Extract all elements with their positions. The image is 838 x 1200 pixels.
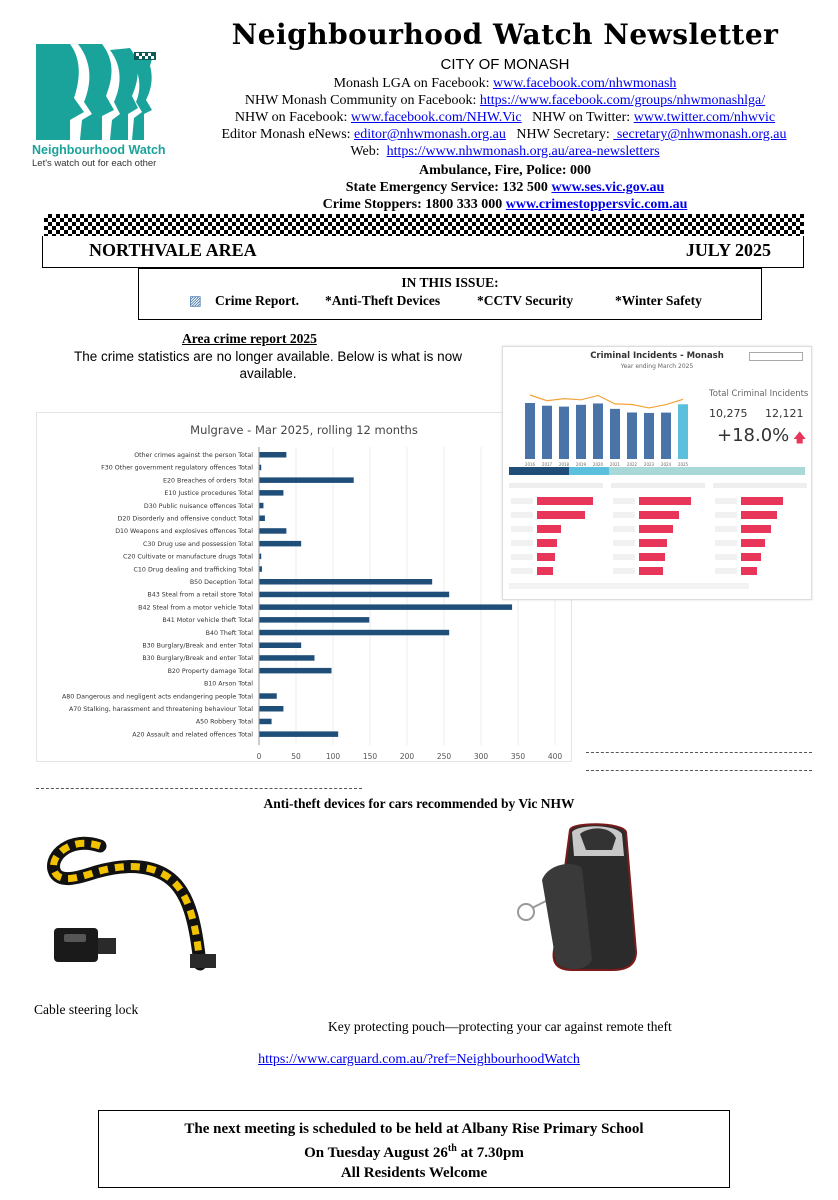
meeting-line-2: On Tuesday August 26th at 7.30pm — [304, 1143, 524, 1161]
dashboard-pink-bar — [741, 553, 761, 561]
dashboard-row-label — [511, 498, 533, 504]
dashboard-x-label: 2016 — [524, 462, 536, 467]
x-tick-label: 250 — [436, 752, 452, 762]
dashboard-pink-bar — [741, 539, 765, 547]
dashboard-x-label: 2022 — [626, 462, 638, 467]
x-tick-label: 400 — [547, 752, 563, 762]
x-tick-label: 50 — [291, 752, 301, 762]
bar — [259, 630, 449, 636]
dashboard-panel-header — [611, 483, 705, 488]
emergency-number: Ambulance, Fire, Police: 000 — [419, 163, 591, 178]
bar — [259, 477, 354, 483]
dashboard-row-label — [613, 526, 635, 532]
bar — [259, 452, 286, 458]
dashboard-row-label — [511, 526, 533, 532]
bar — [259, 592, 449, 598]
cable-steering-lock-image — [40, 826, 240, 986]
dashboard-panel-header — [713, 483, 807, 488]
bar — [259, 528, 286, 534]
meeting-line-3: All Residents Welcome — [340, 1165, 488, 1181]
category-label: D10 Weapons and explosives offences Total — [115, 528, 253, 536]
dashboard-bar — [678, 404, 688, 459]
bar — [259, 490, 283, 496]
dashboard-pink-bar — [741, 511, 777, 519]
crime-stoppers-link[interactable]: www.crimestoppersvic.com.au — [505, 197, 688, 212]
dashboard-row-label — [511, 568, 533, 574]
in-this-issue-box — [138, 268, 762, 320]
criminal-incidents-dashboard — [502, 346, 812, 600]
category-label: B30 Burglary/Break and enter Total — [142, 642, 253, 650]
facebook-group-link[interactable]: https://www.facebook.com/groups/nhwmonashlga/ — [479, 93, 766, 108]
dashboard-band — [609, 467, 805, 475]
category-label: B42 Steal from a motor vehicle Total — [138, 604, 253, 612]
dashboard-pink-bar — [537, 553, 555, 561]
dashboard-title: Criminal Incidents - Monash — [590, 351, 724, 361]
nhw-logo-icon — [30, 40, 190, 170]
dashboard-bar — [576, 405, 586, 459]
dashboard-row-label — [511, 554, 533, 560]
logo-tagline: Let's watch out for each other — [32, 158, 157, 169]
cable-lock-caption: Cable steering lock — [34, 1002, 139, 1017]
dashed-separator — [586, 770, 812, 771]
dashboard-plot — [503, 347, 812, 600]
bar — [259, 604, 512, 610]
dashboard-pink-bar — [639, 511, 679, 519]
dashboard-pink-bar — [639, 525, 673, 533]
dashboard-trend-line — [530, 395, 683, 408]
category-label: C20 Cultivate or manufacture drugs Total — [123, 553, 253, 561]
dashboard-pink-bar — [741, 525, 771, 533]
bar — [259, 719, 272, 725]
dashboard-row-label — [613, 568, 635, 574]
nhw-logo — [30, 40, 190, 170]
category-label: C30 Drug use and possession Total — [143, 540, 253, 548]
dashboard-row-label — [715, 540, 737, 546]
dashboard-row-label — [613, 498, 635, 504]
dashboard-bar — [542, 406, 552, 459]
dashboard-pink-bar — [639, 553, 665, 561]
chart-title: Mulgrave - Mar 2025, rolling 12 months — [190, 423, 418, 437]
meeting-line-1: The next meeting is scheduled to be held at Albany Rise Primary School — [184, 1121, 644, 1137]
dashboard-panel-header — [509, 483, 603, 488]
ses-link[interactable]: www.ses.vic.gov.au — [551, 180, 665, 195]
key-pouch-caption: Key protecting pouch—protecting your car against remote theft — [328, 1019, 672, 1034]
dashboard-band — [509, 467, 569, 475]
x-tick-label: 0 — [256, 752, 262, 762]
dashboard-band — [569, 467, 609, 475]
meeting-notice — [98, 1110, 730, 1188]
dashboard-x-label: 2018 — [558, 462, 570, 467]
dashboard-x-label: 2021 — [609, 462, 621, 467]
bar — [259, 693, 277, 699]
issue-item: *CCTV Security — [477, 293, 574, 308]
header-line-web: Web: https://www.nhwmonash.org.au/area-newsletters — [350, 144, 660, 159]
category-label: B30 Burglary/Break and enter Total — [142, 655, 253, 663]
dashboard-x-label: 2025 — [677, 462, 689, 467]
dashboard-row-label — [613, 554, 635, 560]
dashboard-pink-bar — [537, 511, 585, 519]
dashboard-x-label: 2023 — [643, 462, 655, 467]
bar — [259, 706, 283, 712]
category-label: A20 Assault and related offences Total — [132, 731, 253, 739]
dashboard-row-label — [715, 554, 737, 560]
newsletter-title: Neighbourhood Watch Newsletter — [231, 18, 779, 51]
category-label: B20 Property damage Total — [167, 667, 253, 675]
dashboard-bar — [610, 409, 620, 459]
bar — [259, 655, 315, 661]
category-label: E10 Justice procedures Total — [164, 490, 253, 498]
issue-item: *Winter Safety — [615, 293, 702, 308]
header-line-facebook-group: NHW Monash Community on Facebook: https://www.facebook.com/groups/nhwmonashlga/ — [244, 93, 766, 108]
dashboard-pink-bar — [537, 567, 553, 575]
category-label: A70 Stalking, harassment and threatening behaviour Total — [68, 706, 253, 713]
category-label: B10 Arson Total — [203, 680, 253, 688]
dashboard-row-label — [613, 540, 635, 546]
area-name: NORTHVALE AREA — [89, 240, 257, 260]
dashboard-bar — [644, 413, 654, 459]
dashboard-x-label: 2024 — [660, 462, 672, 467]
area-banner — [42, 236, 804, 268]
bar — [259, 617, 369, 623]
x-tick-label: 200 — [399, 752, 415, 762]
chart-plot — [37, 413, 573, 763]
category-label: A50 Robbery Total — [195, 718, 253, 726]
anti-theft-title: Anti-theft devices for cars recommended by Vic NHW — [263, 796, 575, 811]
dashboard-pink-bar — [639, 539, 667, 547]
bar — [259, 579, 432, 585]
dashboard-x-label: 2020 — [592, 462, 604, 467]
dashboard-value-prev: 10,275 — [709, 407, 748, 420]
dashboard-row-label — [511, 540, 533, 546]
x-tick-label: 150 — [362, 752, 378, 762]
dashboard-x-label: 2017 — [541, 462, 553, 467]
bar — [259, 541, 301, 547]
dashboard-pink-bar — [741, 497, 783, 505]
dashed-separator — [586, 752, 812, 753]
header-line-social: NHW on Facebook: www.facebook.com/NHW.Vic NHW on Twitter: www.twitter.com/nhwvic — [234, 110, 776, 125]
dashboard-x-label: 2019 — [575, 462, 587, 467]
crime-report-text: The crime statistics are no longer available. Below is what is now available. — [74, 349, 462, 381]
header-line-facebook-lga: Monash LGA on Facebook: www.facebook.com/nhwmonash — [333, 76, 677, 91]
dashboard-subtitle: Year ending March 2025 — [620, 363, 694, 370]
dashboard-total-label: Total Criminal Incidents — [709, 389, 809, 399]
category-label: A80 Dangerous and negligent acts endangering people Total — [61, 693, 253, 701]
dashed-separator — [36, 788, 362, 789]
dashboard-footnote — [509, 583, 749, 589]
category-label: B50 Deception Total — [189, 579, 253, 586]
crime-report-title: Area crime report 2025 — [182, 331, 317, 346]
crime-stoppers-line: Crime Stoppers: 1800 333 000 www.crimestoppersvic.com.au — [322, 197, 688, 212]
x-tick-label: 100 — [325, 752, 341, 762]
category-label: B41 Motor vehicle theft Total — [162, 617, 253, 625]
ses-line: State Emergency Service: 132 500 www.ses.vic.gov.au — [345, 180, 665, 195]
dashboard-row-label — [715, 512, 737, 518]
bar — [259, 731, 338, 737]
dashboard-bar — [627, 412, 637, 459]
bar — [259, 516, 265, 522]
bar — [259, 668, 332, 674]
category-label: B40 Theft Total — [205, 629, 253, 637]
issue-items — [189, 293, 702, 309]
twitter-link[interactable]: www.twitter.com/nhwvic — [633, 110, 776, 125]
category-label: Other crimes against the person Total — [134, 452, 253, 459]
dashboard-pink-bar — [639, 567, 663, 575]
dashboard-change: +18.0% — [717, 425, 790, 446]
category-label: E20 Breaches of orders Total — [163, 477, 253, 485]
checkered-divider — [44, 214, 804, 236]
bar — [259, 503, 263, 509]
newsletter-subtitle: CITY OF MONASH — [440, 56, 570, 73]
dashboard-pink-bar — [537, 497, 593, 505]
facebook-lga-link[interactable]: www.facebook.com/nhwmonash — [493, 76, 677, 91]
issue-item: Crime Report. — [215, 293, 299, 308]
issue-date: JULY 2025 — [685, 240, 771, 260]
x-tick-label: 300 — [473, 752, 489, 762]
carguard-link[interactable]: https://www.carguard.com.au/?ref=NeighbourhoodWatch — [258, 1052, 580, 1067]
dashboard-bar — [661, 413, 671, 459]
dashboard-row-label — [613, 512, 635, 518]
bar — [259, 643, 301, 649]
web-link[interactable]: https://www.nhwmonash.org.au/area-newsletters — [386, 144, 660, 159]
category-label: F30 Other government regulatory offences Total — [101, 464, 253, 472]
dashboard-row-label — [715, 526, 737, 532]
category-label: D30 Public nuisance offences Total — [143, 502, 253, 510]
dashboard-bar — [593, 403, 603, 459]
dashboard-bar — [559, 407, 569, 459]
x-tick-label: 350 — [510, 752, 526, 762]
issue-item: *Anti-Theft Devices — [325, 293, 441, 308]
dashboard-pink-bar — [741, 567, 757, 575]
dashboard-row-label — [511, 512, 533, 518]
secretary-email-link[interactable]: secretary@nhwmonash.org.au — [613, 127, 787, 142]
dashboard-pink-bar — [537, 539, 557, 547]
category-label: D20 Disorderly and offensive conduct Total — [117, 515, 253, 523]
dashboard-row-label — [715, 498, 737, 504]
logo-name: Neighbourhood Watch — [32, 143, 166, 157]
dashboard-bar — [525, 403, 535, 459]
dashboard-pink-bar — [537, 525, 561, 533]
category-label: B43 Steal from a retail store Total — [147, 591, 253, 599]
dashboard-value-curr: 12,121 — [765, 407, 804, 420]
editor-email-link[interactable]: editor@nhwmonash.org.au — [354, 127, 506, 142]
facebook-nhw-link[interactable]: www.facebook.com/NHW.Vic — [350, 110, 522, 125]
in-this-issue-title: IN THIS ISSUE: — [401, 275, 499, 290]
carguard-link-line — [0, 1052, 838, 1068]
header-line-email: Editor Monash eNews: editor@nhwmonash.org.au NHW Secretary: secretary@nhwmonash.org.au — [221, 127, 787, 142]
dashboard-row-label — [715, 568, 737, 574]
crime-bar-chart — [36, 412, 572, 762]
document-link-icon: ▨ — [189, 293, 202, 308]
dashboard-pink-bar — [639, 497, 691, 505]
key-pouch-image — [512, 820, 662, 976]
up-arrow-icon: 🡅 — [793, 431, 807, 446]
category-label: C10 Drug dealing and trafficking Total — [133, 566, 253, 574]
